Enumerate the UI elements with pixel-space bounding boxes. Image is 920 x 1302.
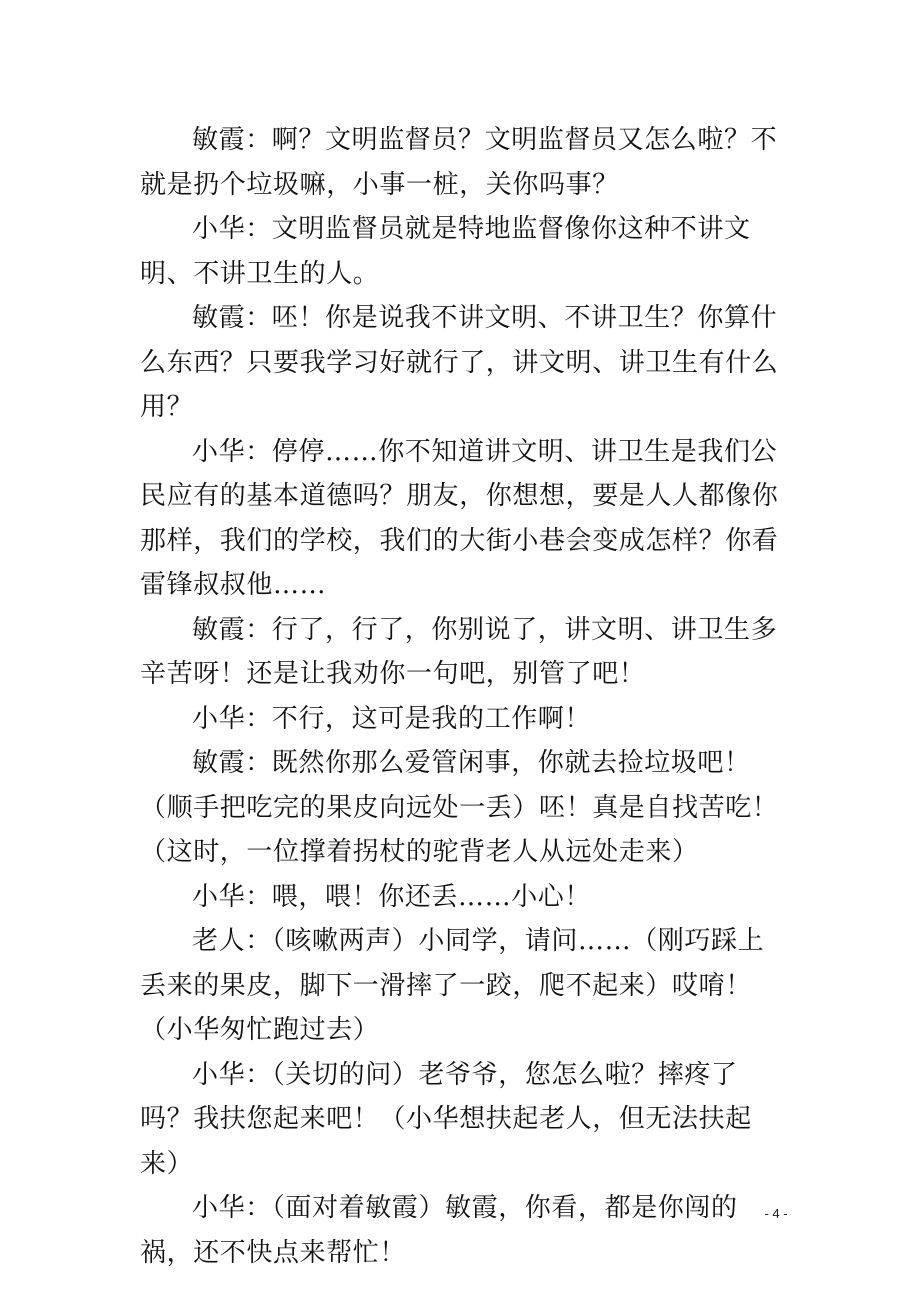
script-body [140, 118, 780, 1275]
dialogue-paragraph: 敏霞：啊？文明监督员？文明监督员又怎么啦？不就是扔个垃圾嘛，小事一桩，关你吗事？ [140, 125, 778, 200]
dialogue-paragraph: 小华：停停……你不知道讲文明、讲卫生是我们公民应有的基本道德吗？朋友，你想想，要是人人都像你那样，我们的学校，我们的大街小巷会变成怎样？你看雷锋叔叔他…… [140, 436, 779, 600]
page-number: - 4 - [764, 1206, 788, 1221]
dialogue-paragraph: 敏霞：行了，行了，你别说了，讲文明、讲卫生多辛苦呀！还是让我劝你一句吧，别管了吧！ [140, 614, 778, 689]
dialogue-paragraph: 小华：（面对着敏霞）敏霞，你看，都是你闯的祸，还不快点来帮忙！ [140, 1193, 738, 1268]
dialogue-paragraph: 小华：喂，喂！你还丢……小心！ [192, 881, 592, 912]
dialogue-paragraph: 老人：（咳嗽两声）小同学，请问……（刚巧踩上丢来的果皮，脚下一滑摔了一跤，爬不起来）哎唷！（小华匆忙跑过去） [140, 926, 765, 1045]
dialogue-paragraph: 小华：文明监督员就是特地监督像你这种不讲文明、不讲卫生的人。 [140, 214, 751, 289]
dialogue-paragraph: 小华：不行，这可是我的工作啊！ [192, 703, 592, 734]
dialogue-paragraph: 敏霞：既然你那么爱管闲事，你就去捡垃圾吧！（顺手把吃完的果皮向远处一丢）呸！真是自找苦吃！（这时，一位撑着拐杖的驼背老人从远处走来） [140, 748, 779, 867]
dialogue-paragraph: 小华：（关切的问）老爷爷，您怎么啦？摔疼了吗？我扶您起来吧！（小华想扶起老人，但无法扶起来） [140, 1059, 752, 1179]
dialogue-paragraph: 敏霞：呸！你是说我不讲文明、不讲卫生？你算什么东西？只要我学习好就行了，讲文明、讲卫生有什么用？ [140, 303, 779, 422]
